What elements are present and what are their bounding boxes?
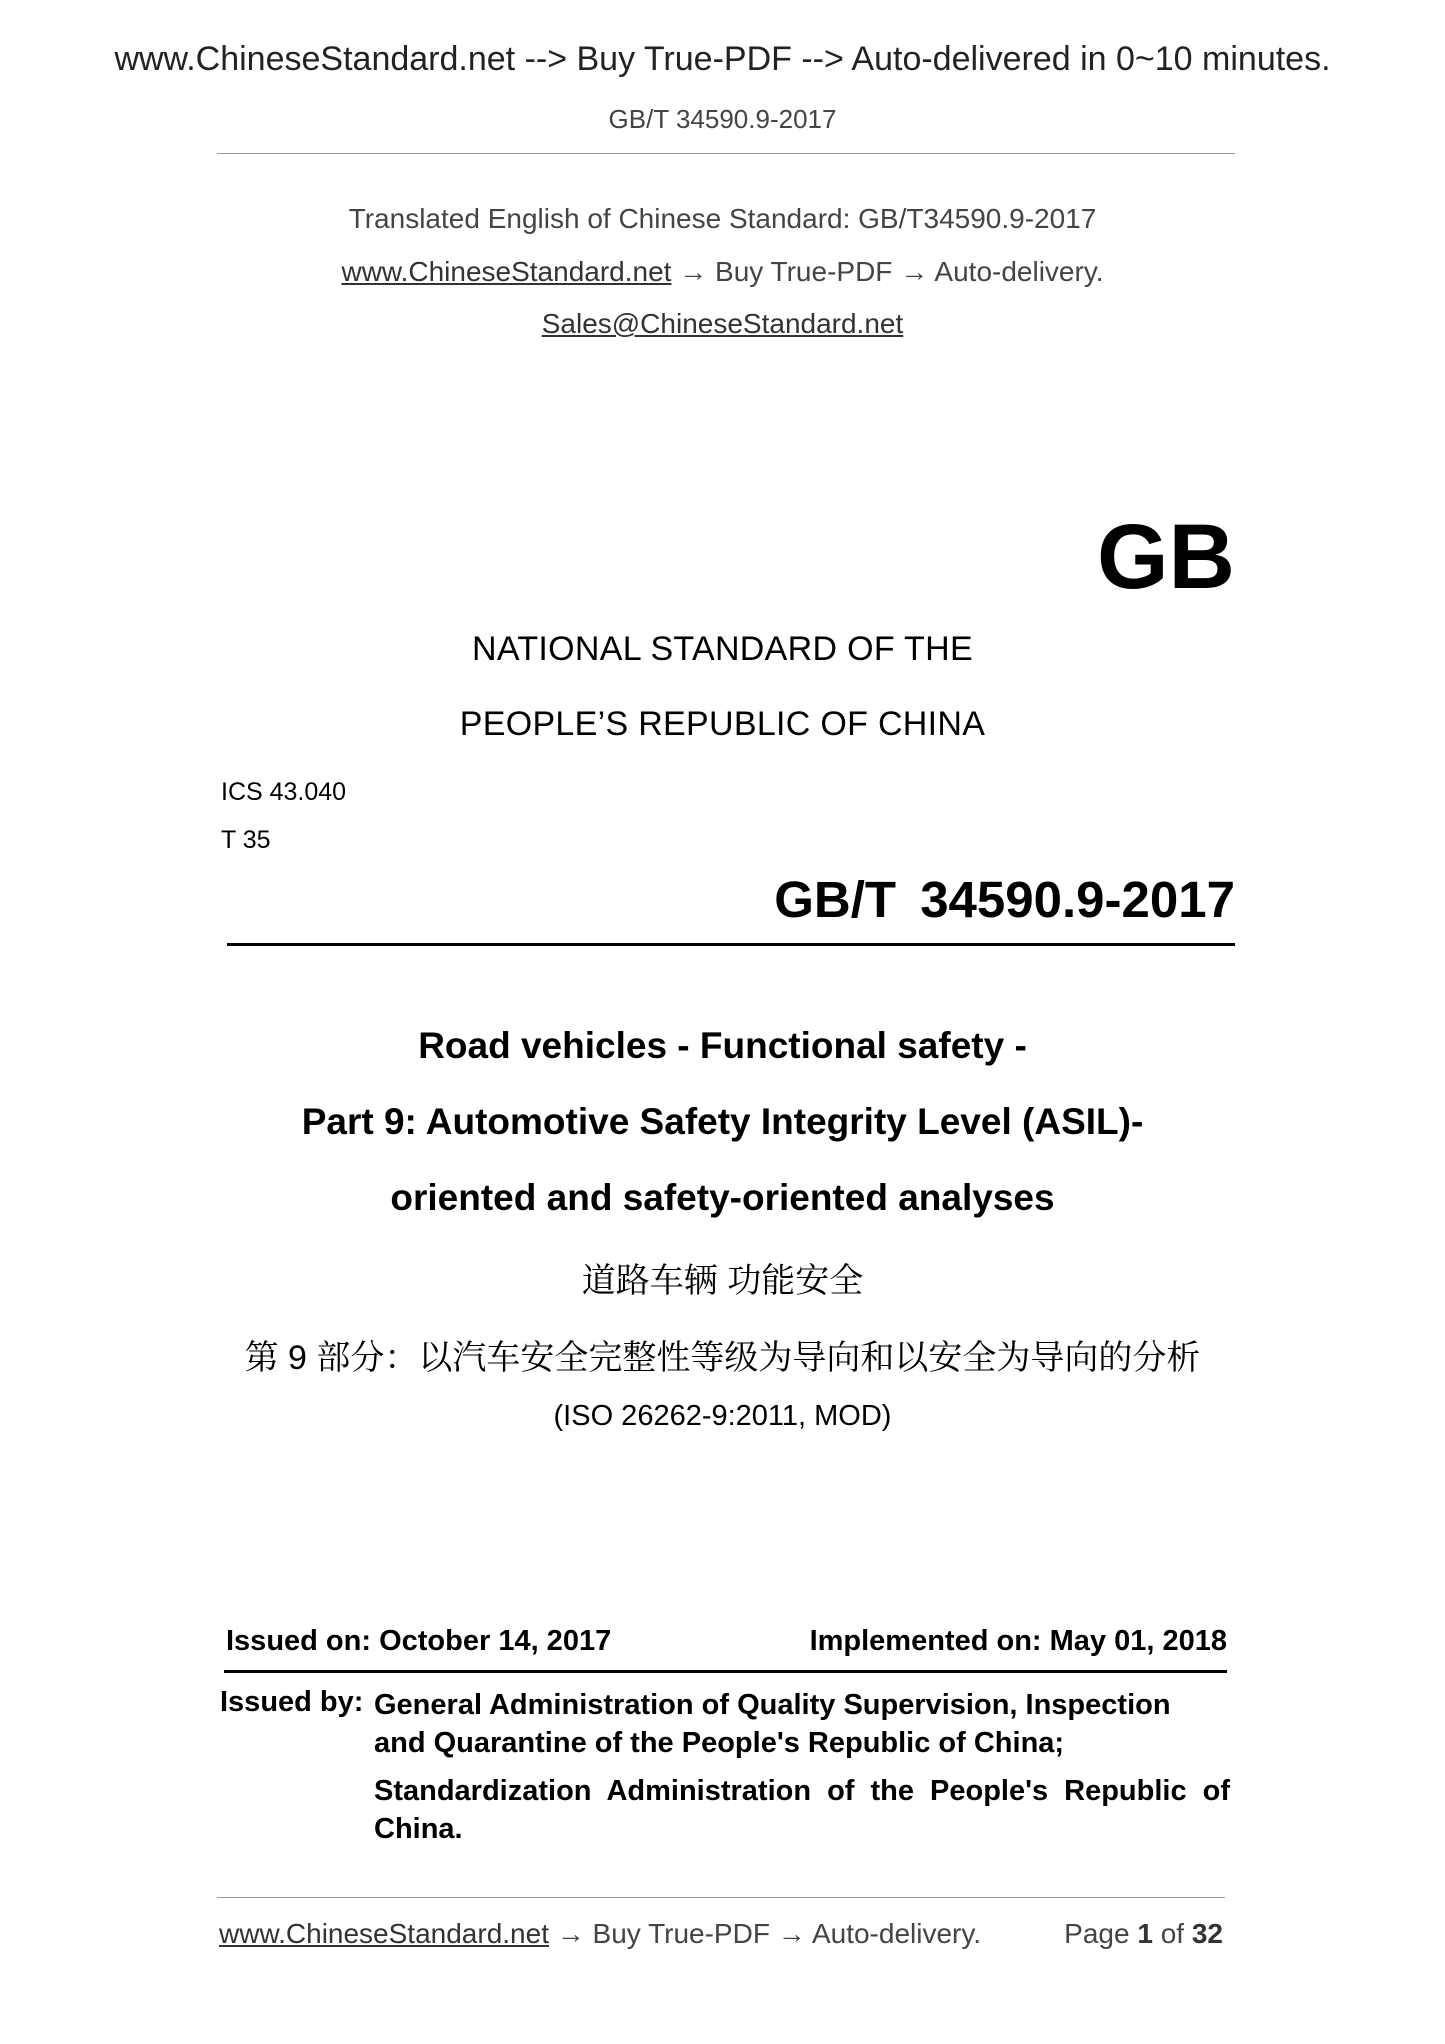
sales-line — [0, 308, 1445, 340]
issued-by-label: Issued by: — [220, 1686, 364, 1718]
t-code: T 35 — [221, 826, 271, 854]
buy-text: Buy True-PDF — [715, 256, 893, 287]
arrow-icon: → — [679, 256, 708, 287]
national-standard-line2: PEOPLE’S REPUBLIC OF CHINA — [459, 705, 986, 743]
page-total: 32 — [1191, 1918, 1223, 1949]
issuer-2: Standardization Administration of the People's Republic of China. — [374, 1775, 1230, 1845]
gb-mark: GB — [1097, 506, 1235, 608]
title-divider — [227, 943, 1235, 946]
footer-auto-text: Auto-delivery. — [811, 1918, 982, 1949]
title-en-line1: Road vehicles - Functional safety - — [418, 1025, 1027, 1066]
footer-site-link[interactable]: www.ChineseStandard.net — [219, 1918, 549, 1949]
implemented-on-date: Implemented on: May 01, 2018 — [809, 1625, 1227, 1657]
standard-number: GB/T 34590.9-2017 — [774, 871, 1235, 928]
arrow-icon: → — [556, 1918, 585, 1949]
arrow-icon: → — [777, 1918, 806, 1949]
page-current: 1 — [1137, 1918, 1153, 1949]
footer-promo — [219, 1918, 981, 1950]
arrow-icon: → — [900, 256, 929, 287]
issue-divider — [224, 1670, 1227, 1673]
national-standard-line1: NATIONAL STANDARD OF THE — [472, 630, 973, 668]
title-cn-line1: 道路车辆 功能安全 — [581, 1262, 864, 1300]
title-cn-line2: 第 9 部分：以汽车安全完整性等级为导向和以安全为导向的分析 — [244, 1339, 1201, 1377]
top-banner: www.ChineseStandard.net --> Buy True-PDF --> Auto-delivered in 0~10 minutes. — [114, 40, 1331, 78]
promo-line — [0, 256, 1445, 288]
iso-reference: (ISO 26262-9:2011, MOD) — [553, 1400, 892, 1432]
translated-notice: Translated English of Chinese Standard: GB/T34590.9-2017 — [348, 203, 1097, 234]
header-divider — [217, 153, 1235, 154]
title-en-line3: oriented and safety-oriented analyses — [390, 1177, 1055, 1218]
auto-delivery-text: Auto-delivery. — [934, 256, 1104, 287]
page-of: of — [1160, 1918, 1185, 1949]
footer-divider — [217, 1897, 1225, 1898]
sales-email-link[interactable]: Sales@ChineseStandard.net — [541, 308, 904, 339]
issued-on-date: Issued on: October 14, 2017 — [226, 1625, 612, 1657]
title-en-line2: Part 9: Automotive Safety Integrity Level (ASIL)- — [301, 1101, 1144, 1142]
ics-code: ICS 43.040 — [221, 778, 347, 806]
issuer-1: General Administration of Quality Supervision, Inspection and Quarantine of the People's Republic of China; — [374, 1689, 1171, 1759]
site-link[interactable]: www.ChineseStandard.net — [341, 256, 672, 287]
header-standard-code: GB/T 34590.9-2017 — [608, 104, 837, 134]
page-indicator — [1064, 1918, 1223, 1950]
footer-buy-text: Buy True-PDF — [592, 1918, 770, 1949]
page-label: Page — [1064, 1918, 1130, 1949]
